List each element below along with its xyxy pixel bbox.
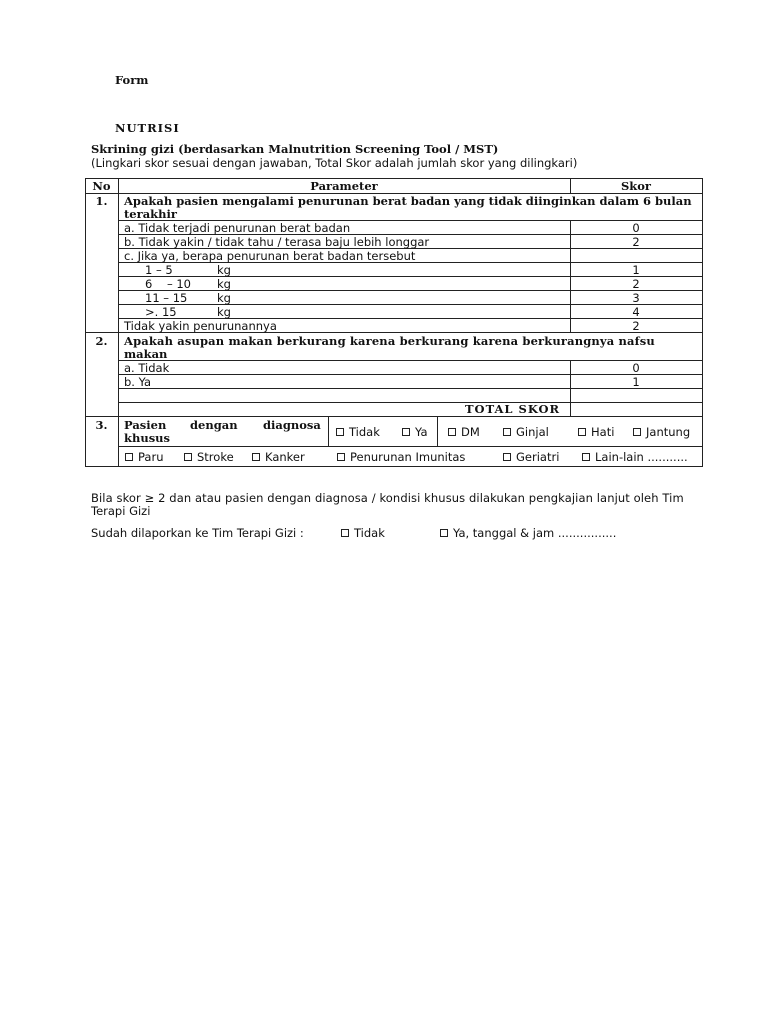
instruction: (Lingkari skor sesuai dengan jawaban, Total Skor adalah jumlah skor yang dilingkari) [91, 156, 578, 170]
q1-option-a-score[interactable]: 0 [632, 221, 640, 235]
diagnosis-dm[interactable]: DM [448, 425, 480, 439]
q3-label-word2: dengan [190, 418, 238, 432]
diagnosis-paru[interactable]: Paru [125, 450, 163, 464]
header-skor: Skor [620, 179, 651, 193]
report-option-tidak[interactable]: Tidak [341, 526, 385, 540]
checkbox-icon [633, 428, 641, 436]
checkbox-icon [402, 428, 410, 436]
q2-option-b-score[interactable]: 1 [632, 375, 640, 389]
q1-option-a: a. Tidak terjadi penurunan berat badan [124, 221, 351, 235]
q1-range-3: 11 – 15 [145, 291, 188, 305]
q1-range-2-score[interactable]: 2 [632, 277, 640, 291]
q1-question-cont: terakhir [124, 207, 177, 221]
note-text: Bila skor ≥ 2 dan atau pasien dengan diagnosa / kondisi khusus dilakukan pengkajian lanjut oleh Tim [91, 491, 684, 505]
checkbox-icon [337, 453, 345, 461]
q2-question-cont: makan [124, 347, 168, 361]
q3-number: 3. [95, 418, 108, 432]
checkbox-icon [503, 428, 511, 436]
q3-label-word3: diagnosa [263, 418, 321, 432]
q1-option-b: b. Tidak yakin / tidak tahu / terasa baju lebih longgar [124, 235, 430, 249]
checkbox-icon [341, 529, 349, 537]
q1-range-2-unit: kg [217, 277, 231, 291]
q3-option-ya[interactable]: Ya [402, 425, 428, 439]
q1-range-1-unit: kg [217, 263, 231, 277]
q1-question: Apakah pasien mengalami penurunan berat badan yang tidak diinginkan dalam 6 bulan [124, 194, 692, 208]
checkbox-icon [184, 453, 192, 461]
q1-range-3-score[interactable]: 3 [632, 291, 640, 305]
form-label: Form [115, 73, 149, 87]
q1-option-c: c. Jika ya, berapa penurunan berat badan tersebut [124, 249, 416, 263]
q1-range-1-score[interactable]: 1 [632, 263, 640, 277]
diagnosis-hati[interactable]: Hati [578, 425, 614, 439]
checkbox-icon [578, 428, 586, 436]
q1-range-4-score[interactable]: 4 [632, 305, 640, 319]
diagnosis-ginjal[interactable]: Ginjal [503, 425, 549, 439]
diagnosis-jantung[interactable]: Jantung [633, 425, 690, 439]
checkbox-icon [448, 428, 456, 436]
q2-option-a: a. Tidak [124, 361, 170, 375]
q1-range-1: 1 – 5 [145, 263, 173, 277]
header-parameter: Parameter [310, 179, 378, 193]
q1-range-4-unit: kg [217, 305, 231, 319]
q1-option-b-score[interactable]: 2 [632, 235, 640, 249]
q3-label-cont: khusus [124, 431, 170, 445]
q2-option-b: b. Ya [124, 375, 152, 389]
diagnosis-kanker[interactable]: Kanker [252, 450, 305, 464]
diagnosis-geriatri[interactable]: Geriatri [503, 450, 559, 464]
diagnosis-penurunan-imunitas[interactable]: Penurunan Imunitas [337, 450, 465, 464]
checkbox-icon [440, 529, 448, 537]
q2-question: Apakah asupan makan berkurang karena berkurang karena berkurangnya nafsu [124, 334, 655, 348]
total-score-label: TOTAL SKOR [465, 402, 561, 416]
q1-unsure: Tidak yakin penurunannya [124, 319, 277, 333]
note-text-cont: Terapi Gizi [91, 504, 151, 518]
section-title: NUTRISI [115, 121, 180, 135]
q1-number: 1. [95, 194, 108, 208]
q2-option-a-score[interactable]: 0 [632, 361, 640, 375]
q1-range-4: >. 15 [145, 305, 177, 319]
subtitle: Skrining gizi (berdasarkan Malnutrition Screening Tool / MST) [91, 142, 499, 156]
q3-label-word1: Pasien [124, 418, 167, 432]
checkbox-icon [125, 453, 133, 461]
q1-unsure-score[interactable]: 2 [632, 319, 640, 333]
checkbox-icon [582, 453, 590, 461]
q2-number: 2. [95, 334, 108, 348]
q1-range-2: 6 – 10 [145, 277, 191, 291]
diagnosis-stroke[interactable]: Stroke [184, 450, 234, 464]
report-option-ya[interactable]: Ya, tanggal & jam ................ [440, 526, 616, 540]
report-label: Sudah dilaporkan ke Tim Terapi Gizi : [91, 526, 304, 540]
checkbox-icon [503, 453, 511, 461]
total-score-cell[interactable] [571, 403, 702, 415]
diagnosis-lain-lain[interactable]: Lain-lain ........... [582, 450, 688, 464]
q3-option-tidak[interactable]: Tidak [336, 425, 380, 439]
q1-range-3-unit: kg [217, 291, 231, 305]
checkbox-icon [336, 428, 344, 436]
header-no: No [92, 179, 111, 193]
checkbox-icon [252, 453, 260, 461]
